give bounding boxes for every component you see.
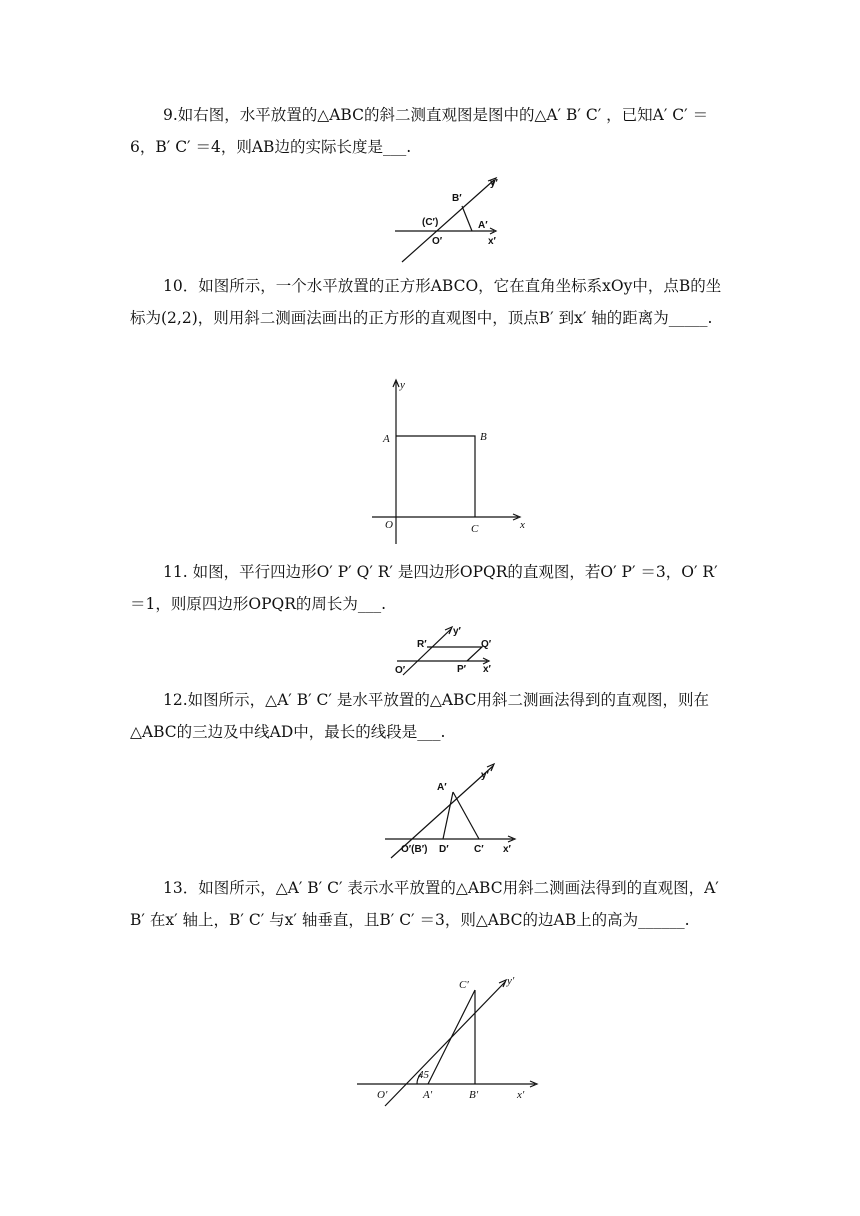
square-abco <box>396 436 475 517</box>
label-o-prime: O′ <box>395 665 406 676</box>
figure-q9 <box>390 172 520 267</box>
label-y-prime: y′ <box>507 975 515 987</box>
label-b-prime: B′ <box>452 193 462 204</box>
question-12 <box>130 684 730 748</box>
label-x-prime: x′ <box>483 664 491 675</box>
label-c: C <box>471 523 479 535</box>
parallelogram-pqr <box>427 647 482 661</box>
label-x-prime: x′ <box>503 844 511 855</box>
figure-q13 <box>355 974 545 1108</box>
question-9 <box>130 99 730 163</box>
question-10 <box>130 270 730 334</box>
label-o-prime: O′ <box>377 1089 388 1101</box>
label-angle-45: 45 <box>418 1069 429 1081</box>
y-arrow-head <box>499 980 506 987</box>
label-b-prime: B′ <box>469 1089 479 1101</box>
question-11 <box>130 556 730 620</box>
label-a-prime: A′ <box>437 782 447 793</box>
question-9-text: 9.如右图，水平放置的△ABC的斜二测直观图是图中的△A′ B′ C′ ，已知A′ C′ ＝6，B′ C′ ＝4，则AB边的实际长度是___. <box>130 106 709 156</box>
question-13-text: 13．如图所示，△A′ B′ C′ 表示水平放置的△ABC用斜二测画法得到的直观图，A′ B′ 在x′ 轴上，B′ C′ 与x′ 轴垂直，且B′ C′ ＝3，则△ABC的边AB上的高为______. <box>130 879 719 929</box>
label-c-prime: C′ <box>474 844 484 855</box>
figure-q11 <box>395 621 505 679</box>
question-10-text: 10．如图所示，一个水平放置的正方形ABCO，它在直角坐标系xOy中，点B的坐标为(2,2)，则用斜二测画法画出的正方形的直观图中，顶点B′ 到x′ 轴的距离为_____. <box>130 277 722 327</box>
question-13 <box>130 872 730 936</box>
y-prime-axis <box>385 982 505 1106</box>
label-y: y <box>400 379 405 391</box>
label-a-prime: A′ <box>478 220 488 231</box>
label-x-prime: x′ <box>488 236 496 247</box>
label-y-prime: y′ <box>481 770 489 781</box>
segment-a-c <box>428 990 475 1084</box>
label-c-prime: (C′) <box>422 217 439 228</box>
label-q-prime: Q′ <box>481 639 492 650</box>
label-d-prime: D′ <box>439 844 449 855</box>
label-b: B <box>480 431 487 443</box>
segment-a-d <box>443 792 453 839</box>
y-prime-axis <box>403 629 451 675</box>
label-y-prime: y′ <box>490 178 498 189</box>
figure-q10 <box>370 376 530 546</box>
question-11-text: 11. 如图，平行四边形O′ P′ Q′ R′ 是四边形OPQR的直观图，若O′ P′ ＝3，O′ R′ ＝1，则原四边形OPQR的周长为___. <box>130 563 718 613</box>
label-a-prime: A′ <box>423 1089 433 1101</box>
label-o-b-prime: O′(B′) <box>401 844 428 855</box>
label-a: A <box>383 433 390 445</box>
label-y-prime: y′ <box>453 626 461 637</box>
segment-a-c <box>453 792 479 839</box>
question-12-text: 12.如图所示，△A′ B′ C′ 是水平放置的△ABC用斜二测画法得到的直观图，则在△ABC的三边及中线AD中，最长的线段是___. <box>130 691 710 741</box>
label-r-prime: R′ <box>417 639 427 650</box>
label-p-prime: P′ <box>457 664 467 675</box>
label-o: O <box>385 519 393 531</box>
label-x-prime: x′ <box>517 1089 525 1101</box>
label-c-prime: C′ <box>459 979 469 991</box>
label-o-prime: O′ <box>432 236 443 247</box>
figure-q12 <box>385 758 525 860</box>
label-x: x <box>520 519 525 531</box>
segment-b-a <box>462 206 472 231</box>
